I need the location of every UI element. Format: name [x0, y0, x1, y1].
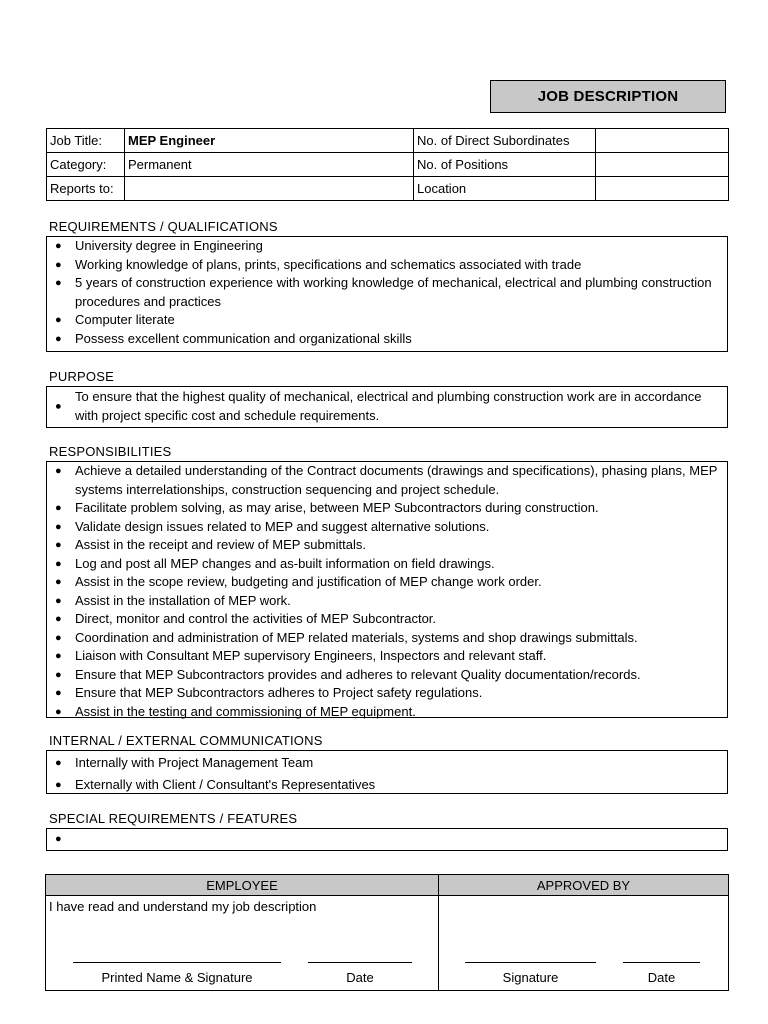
list-item — [47, 237, 727, 256]
list-item-text: Working knowledge of plans, prints, specifications and schematics associated with trade — [75, 256, 582, 272]
signoff-table — [45, 874, 729, 991]
list-item — [47, 499, 727, 518]
approver-date-caption: Date — [647, 970, 676, 985]
list-item-text: Validate design issues related to MEP and suggest alternative solutions. — [75, 518, 490, 534]
list-item-text: Direct, monitor and control the activities of MEP Subcontractor. — [75, 611, 437, 626]
reports-to-label: Reports to: — [47, 177, 125, 201]
list-item — [47, 388, 727, 425]
list-item — [47, 684, 727, 703]
job-info-table — [46, 128, 729, 201]
bullet-icon: ● — [55, 557, 62, 570]
printed-name-signature-line[interactable] — [73, 962, 281, 963]
list-item-text: Assist in the installation of MEP work. — [75, 592, 291, 608]
bullet-icon: ● — [55, 833, 62, 845]
list-item — [47, 573, 727, 592]
direct-subordinates-value[interactable] — [596, 129, 729, 153]
employee-statement: I have read and understand my job description — [49, 899, 317, 914]
bullet-icon: ● — [55, 650, 62, 662]
bullet-icon: ● — [55, 314, 62, 326]
bullet-icon: ● — [55, 576, 62, 588]
list-item-text: Externally with Client / Consultant's Representatives — [75, 777, 376, 792]
list-item — [47, 629, 727, 648]
job-title-label: Job Title: — [47, 129, 125, 153]
list-item-text: Computer literate — [75, 312, 175, 327]
list-item — [47, 703, 727, 722]
location-label: Location — [414, 177, 596, 201]
list-item-text: University degree in Engineering — [75, 238, 263, 253]
bullet-icon: ● — [55, 668, 62, 681]
requirements-heading: REQUIREMENTS / QUALIFICATIONS — [49, 219, 278, 234]
list-item-text: Internally with Project Management Team — [75, 755, 314, 770]
list-item-text: Ensure that MEP Subcontractors adheres to Project safety regulations. — [75, 685, 483, 700]
special-heading: SPECIAL REQUIREMENTS / FEATURES — [49, 811, 298, 826]
purpose-heading: PURPOSE — [49, 369, 114, 384]
list-item — [47, 592, 727, 611]
positions-label: No. of Positions — [414, 153, 596, 177]
list-item-text: Log and post all MEP changes and as-built information on field drawings. — [75, 555, 495, 571]
positions-value[interactable] — [596, 153, 729, 177]
bullet-icon: ● — [55, 779, 62, 791]
list-item — [47, 774, 727, 796]
list-item — [47, 610, 727, 629]
bullet-icon: ● — [55, 613, 62, 625]
bullet-icon: ● — [55, 594, 62, 607]
bullet-icon: ● — [55, 520, 62, 533]
responsibilities-heading: RESPONSIBILITIES — [49, 444, 172, 459]
approver-signature-line[interactable] — [465, 962, 596, 963]
approved-by-header: APPROVED BY — [439, 875, 729, 896]
list-item-text: Liaison with Consultant MEP supervisory Engineers, Inspectors and relevant staff. — [75, 648, 547, 663]
list-item-text: 5 years of construction experience with working knowledge of mechanical, electrical and plumbing construction procedures and practices — [75, 275, 712, 309]
table-row — [47, 177, 729, 201]
printed-name-caption: Printed Name & Signature — [101, 970, 253, 985]
bullet-icon: ● — [55, 757, 62, 769]
page-title: JOB DESCRIPTION — [490, 80, 726, 113]
responsibilities-box — [46, 461, 728, 718]
list-item-text: Ensure that MEP Subcontractors provides and adheres to relevant Quality documentation/records. — [75, 666, 641, 682]
bullet-icon: ● — [55, 631, 62, 644]
direct-subordinates-label: No. of Direct Subordinates — [414, 129, 596, 153]
special-box — [46, 828, 728, 851]
list-item — [47, 647, 727, 666]
list-item — [47, 555, 727, 574]
bullet-icon: ● — [55, 687, 62, 699]
bullet-icon: ● — [55, 277, 62, 289]
category-value[interactable]: Permanent — [125, 153, 414, 177]
category-label: Category: — [47, 153, 125, 177]
location-value[interactable] — [596, 177, 729, 201]
bullet-icon: ● — [55, 539, 62, 551]
communications-heading: INTERNAL / EXTERNAL COMMUNICATIONS — [49, 733, 323, 748]
list-item-text: To ensure that the highest quality of mechanical, electrical and plumbing construction work are in accordance with project specific cost and schedule requirements. — [75, 389, 702, 423]
employee-signoff-cell — [46, 896, 439, 991]
bullet-icon: ● — [55, 502, 62, 514]
employee-header: EMPLOYEE — [46, 875, 439, 896]
employee-date-caption: Date — [346, 970, 374, 985]
requirements-list — [47, 237, 727, 348]
bullet-icon: ● — [55, 465, 62, 477]
list-item-text: Coordination and administration of MEP related materials, systems and shop drawings submittals. — [75, 629, 638, 645]
reports-to-value[interactable] — [125, 177, 414, 201]
bullet-icon: ● — [55, 705, 62, 718]
responsibilities-list — [47, 462, 727, 721]
list-item-text: Assist in the testing and commissioning of MEP equipment. — [75, 703, 416, 719]
list-item — [47, 311, 727, 330]
list-item — [47, 666, 727, 685]
bullet-icon: ● — [55, 240, 62, 252]
communications-list — [47, 752, 727, 796]
list-item — [47, 752, 727, 774]
list-item-text: Achieve a detailed understanding of the Contract documents (drawings and specifications), phasing plans, MEP systems interrelationships, construction sequencing and project schedule. — [75, 463, 718, 497]
purpose-list — [47, 388, 727, 425]
approver-signoff-cell — [439, 896, 729, 991]
job-title-value[interactable]: MEP Engineer — [125, 129, 414, 153]
employee-date-line[interactable] — [308, 962, 412, 963]
bullet-icon: ● — [55, 332, 62, 345]
table-row — [47, 153, 729, 177]
table-row — [47, 129, 729, 153]
list-item — [47, 256, 727, 275]
list-item-text: Facilitate problem solving, as may arise, between MEP Subcontractors during construction. — [75, 500, 599, 515]
communications-box — [46, 750, 728, 794]
signature-caption: Signature — [502, 970, 559, 985]
list-item — [47, 274, 727, 311]
approver-date-line[interactable] — [623, 962, 700, 963]
list-item — [47, 518, 727, 537]
purpose-box — [46, 386, 728, 428]
bullet-icon: ● — [55, 258, 62, 271]
list-item — [47, 462, 727, 499]
list-item-text: Assist in the scope review, budgeting and justification of MEP change work order. — [75, 574, 542, 589]
list-item — [47, 330, 727, 349]
list-item — [47, 536, 727, 555]
requirements-box — [46, 236, 728, 352]
bullet-icon: ● — [55, 400, 62, 412]
list-item-text: Possess excellent communication and organizational skills — [75, 330, 412, 346]
list-item-text: Assist in the receipt and review of MEP submittals. — [75, 537, 366, 552]
